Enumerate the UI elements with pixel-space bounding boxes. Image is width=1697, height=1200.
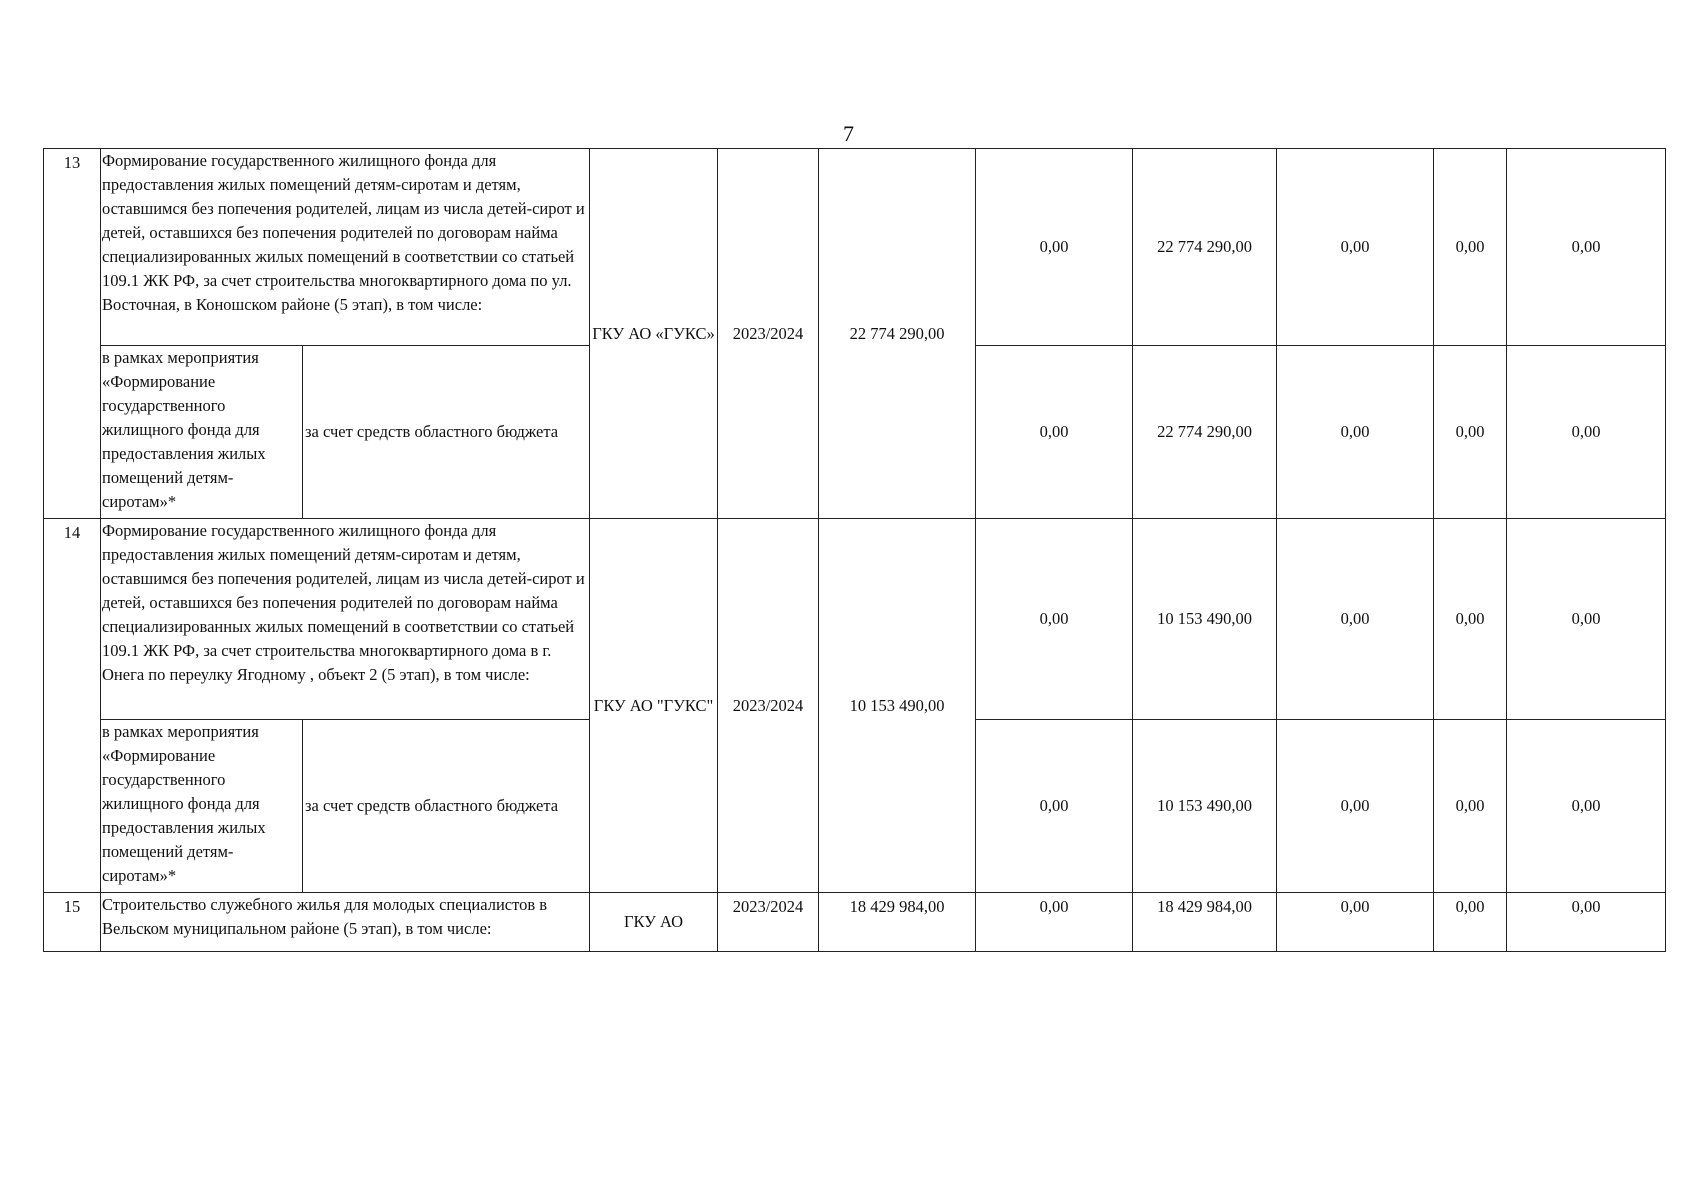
- value-cell: 0,00: [1434, 893, 1507, 952]
- row-number: 13: [44, 149, 101, 519]
- subrow-event: в рамках мероприятия «Формирование государственного жилищного фонда для предоставления жилых помещений детям-сиротам»*: [101, 720, 303, 893]
- value-cell: 22 774 290,00: [1133, 149, 1277, 346]
- table-row: [44, 149, 1666, 346]
- row-description: Формирование государственного жилищного фонда для предоставления жилых помещений детям-сиротам и детям, оставшимся без попечения родителей, лицам из числа детей-сирот и детей, оставшихся без попечения родителей по договорам найма специализированных жилых помещений в соответствии со статьей 109.1 ЖК РФ, за счет строительства многоквартирного дома в г. Онега по переулку Ягодному , объект 2 (5 этап), в том числе:: [101, 519, 590, 720]
- value-cell: 0,00: [1507, 519, 1666, 720]
- value-cell: 0,00: [1507, 720, 1666, 893]
- row-executor: ГКУ АО "ГУКС": [590, 519, 718, 893]
- value-cell: 0,00: [976, 519, 1133, 720]
- row-executor: ГКУ АО «ГУКС»: [590, 149, 718, 519]
- value-cell: 0,00: [1434, 346, 1507, 519]
- value-cell: 18 429 984,00: [1133, 893, 1277, 952]
- row-total: 22 774 290,00: [819, 149, 976, 519]
- value-cell: 0,00: [1277, 149, 1434, 346]
- row-total: 18 429 984,00: [819, 893, 976, 952]
- subrow-source: за счет средств областного бюджета: [303, 346, 590, 519]
- value-cell: 0,00: [976, 149, 1133, 346]
- row-total: 10 153 490,00: [819, 519, 976, 893]
- value-cell: 22 774 290,00: [1133, 346, 1277, 519]
- value-cell: 0,00: [1277, 720, 1434, 893]
- value-cell: 0,00: [1507, 149, 1666, 346]
- value-cell: 10 153 490,00: [1133, 519, 1277, 720]
- value-cell: 0,00: [1434, 519, 1507, 720]
- value-cell: 0,00: [1277, 893, 1434, 952]
- budget-table: [43, 148, 1666, 952]
- row-period: 2023/2024: [718, 149, 819, 519]
- row-executor: ГКУ АО: [590, 893, 718, 952]
- subrow-source: за счет средств областного бюджета: [303, 720, 590, 893]
- row-description: Формирование государственного жилищного фонда для предоставления жилых помещений детям-сиротам и детям, оставшимся без попечения родителей, лицам из числа детей-сирот и детей, оставшихся без попечения родителей по договорам найма специализированных жилых помещений в соответствии со статьей 109.1 ЖК РФ, за счет строительства многоквартирного дома по ул. Восточная, в Коношском районе (5 этап), в том числе:: [101, 149, 590, 346]
- value-cell: 0,00: [1277, 346, 1434, 519]
- value-cell: 0,00: [1507, 346, 1666, 519]
- table-row: [44, 893, 1666, 952]
- table-row: [44, 519, 1666, 720]
- value-cell: 0,00: [1277, 519, 1434, 720]
- value-cell: 0,00: [1434, 149, 1507, 346]
- row-number: 15: [44, 893, 101, 952]
- value-cell: 0,00: [976, 893, 1133, 952]
- value-cell: 0,00: [976, 720, 1133, 893]
- row-period: 2023/2024: [718, 893, 819, 952]
- value-cell: 0,00: [976, 346, 1133, 519]
- value-cell: 10 153 490,00: [1133, 720, 1277, 893]
- page-number: 7: [843, 121, 854, 146]
- value-cell: 0,00: [1434, 720, 1507, 893]
- value-cell: 0,00: [1507, 893, 1666, 952]
- row-number: 14: [44, 519, 101, 893]
- row-period: 2023/2024: [718, 519, 819, 893]
- subrow-event: в рамках мероприятия «Формирование государственного жилищного фонда для предоставления жилых помещений детям-сиротам»*: [101, 346, 303, 519]
- row-description: Строительство служебного жилья для молодых специалистов в Вельском муниципальном районе (5 этап), в том числе:: [101, 893, 590, 952]
